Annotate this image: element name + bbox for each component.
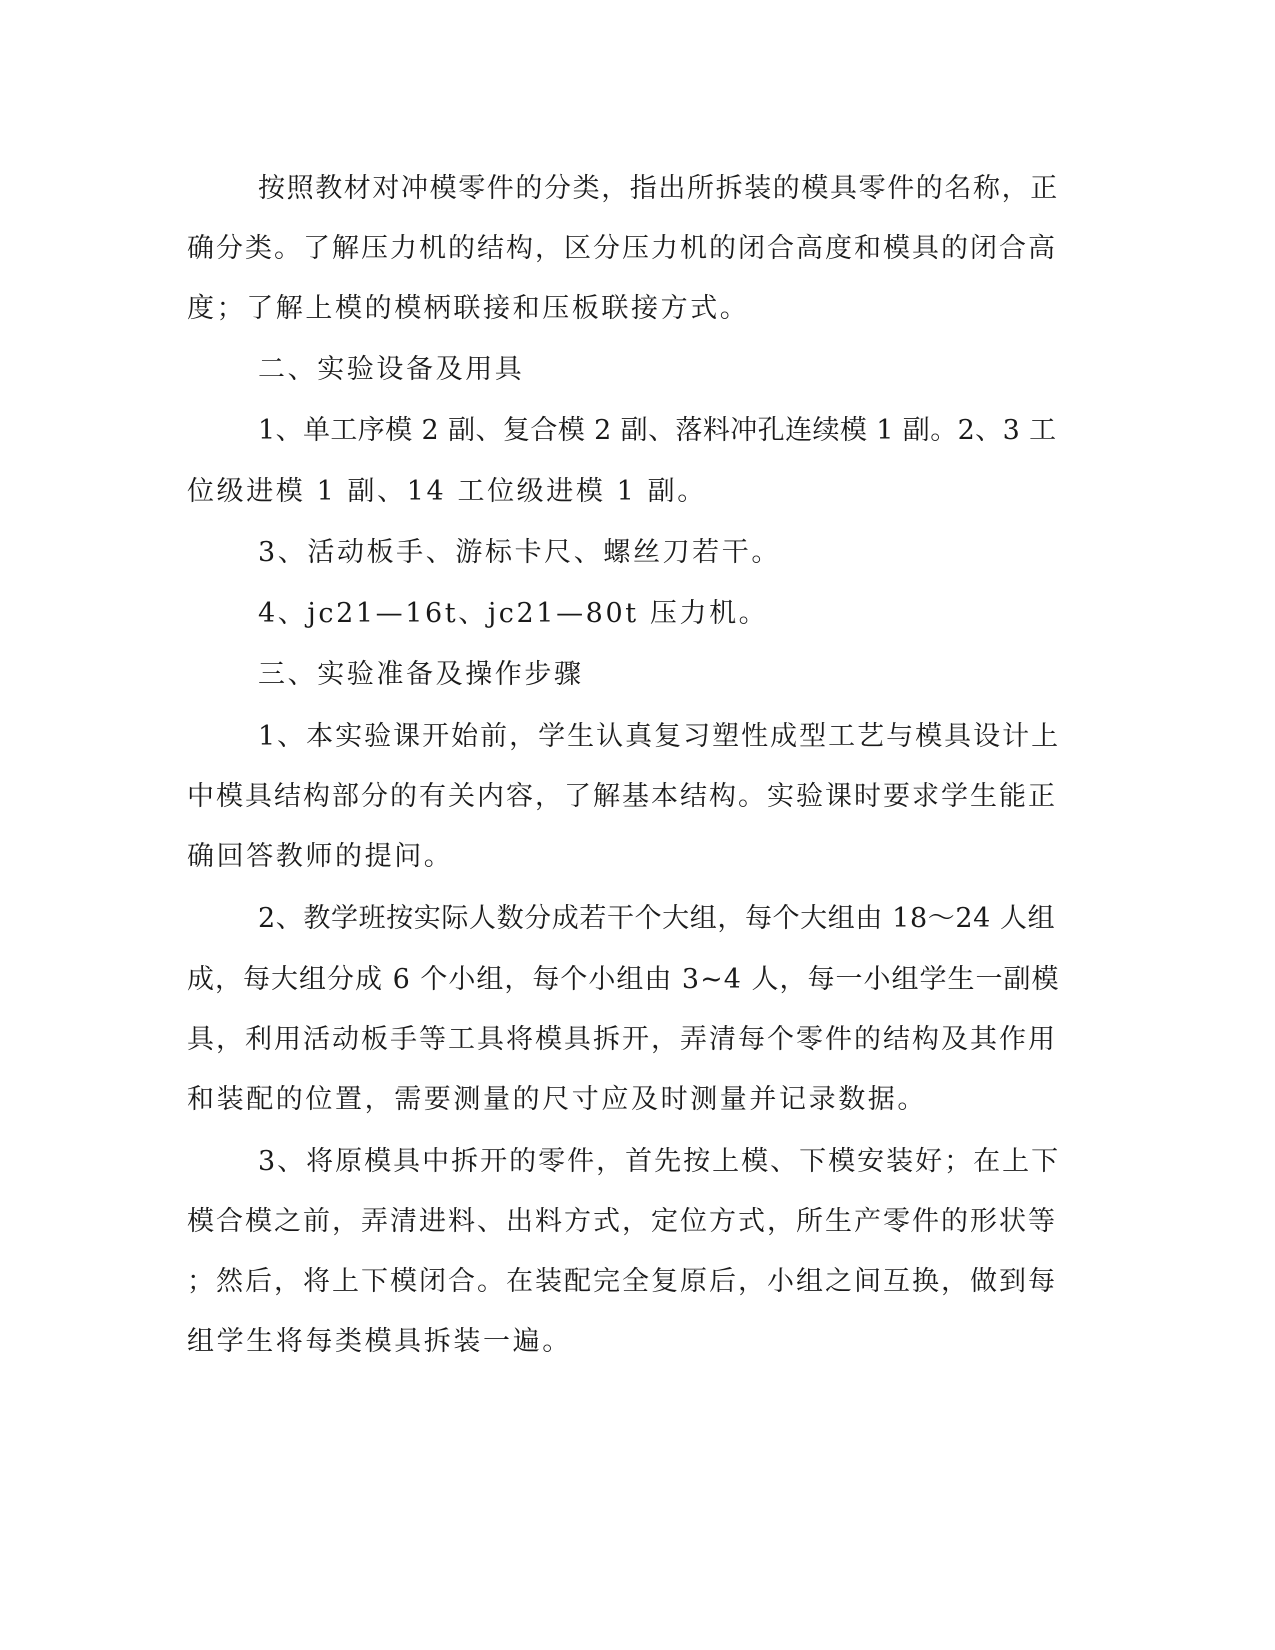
section-heading: 三、实验准备及操作步骤 [258, 659, 584, 690]
text-line: 具，利用活动板手等工具将模具拆开，弄清每个零件的结构及其作用 [187, 1024, 1057, 1055]
text-line: 1、本实验课开始前，学生认真复习塑性成型工艺与模具设计上 [258, 721, 1061, 752]
text-line: 成，每大组分成 6 个小组，每个小组由 3~4 人，每一小组学生一副模 [187, 964, 1060, 995]
text-line: 3、活动板手、游标卡尺、螺丝刀若干。 [258, 537, 781, 568]
text-line: 4、jc21—16t、jc21—80t 压力机。 [258, 598, 769, 629]
text-line: 位级进模 1 副、14 工位级进模 1 副。 [187, 476, 707, 507]
text-line: 确回答教师的提问。 [187, 841, 454, 872]
text-line: 确分类。了解压力机的结构，区分压力机的闭合高度和模具的闭合高 [187, 233, 1057, 264]
text-line: 度；了解上模的模柄联接和压板联接方式。 [187, 293, 750, 324]
text-line: 1、单工序模 2 副、复合模 2 副、落料冲孔连续模 1 副。2、3 工 [258, 415, 1057, 446]
text-line: 中模具结构部分的有关内容，了解基本结构。实验课时要求学生能正 [187, 781, 1057, 812]
text-line: 和装配的位置，需要测量的尺寸应及时测量并记录数据。 [187, 1084, 927, 1115]
text-line: 模合模之前，弄清进料、出料方式，定位方式，所生产零件的形状等 [187, 1206, 1057, 1237]
text-line: 按照教材对冲模零件的分类，指出所拆装的模具零件的名称，正 [258, 173, 1059, 204]
section-heading: 二、实验设备及用具 [258, 354, 525, 385]
text-line: 2、教学班按实际人数分成若干个大组，每个大组由 18～24 人组 [258, 903, 1056, 934]
text-line: ；然后，将上下模闭合。在装配完全复原后，小组之间互换，做到每 [187, 1266, 1057, 1297]
text-line: 3、将原模具中拆开的零件，首先按上模、下模安装好；在上下 [258, 1146, 1061, 1177]
text-line: 组学生将每类模具拆装一遍。 [187, 1326, 572, 1357]
